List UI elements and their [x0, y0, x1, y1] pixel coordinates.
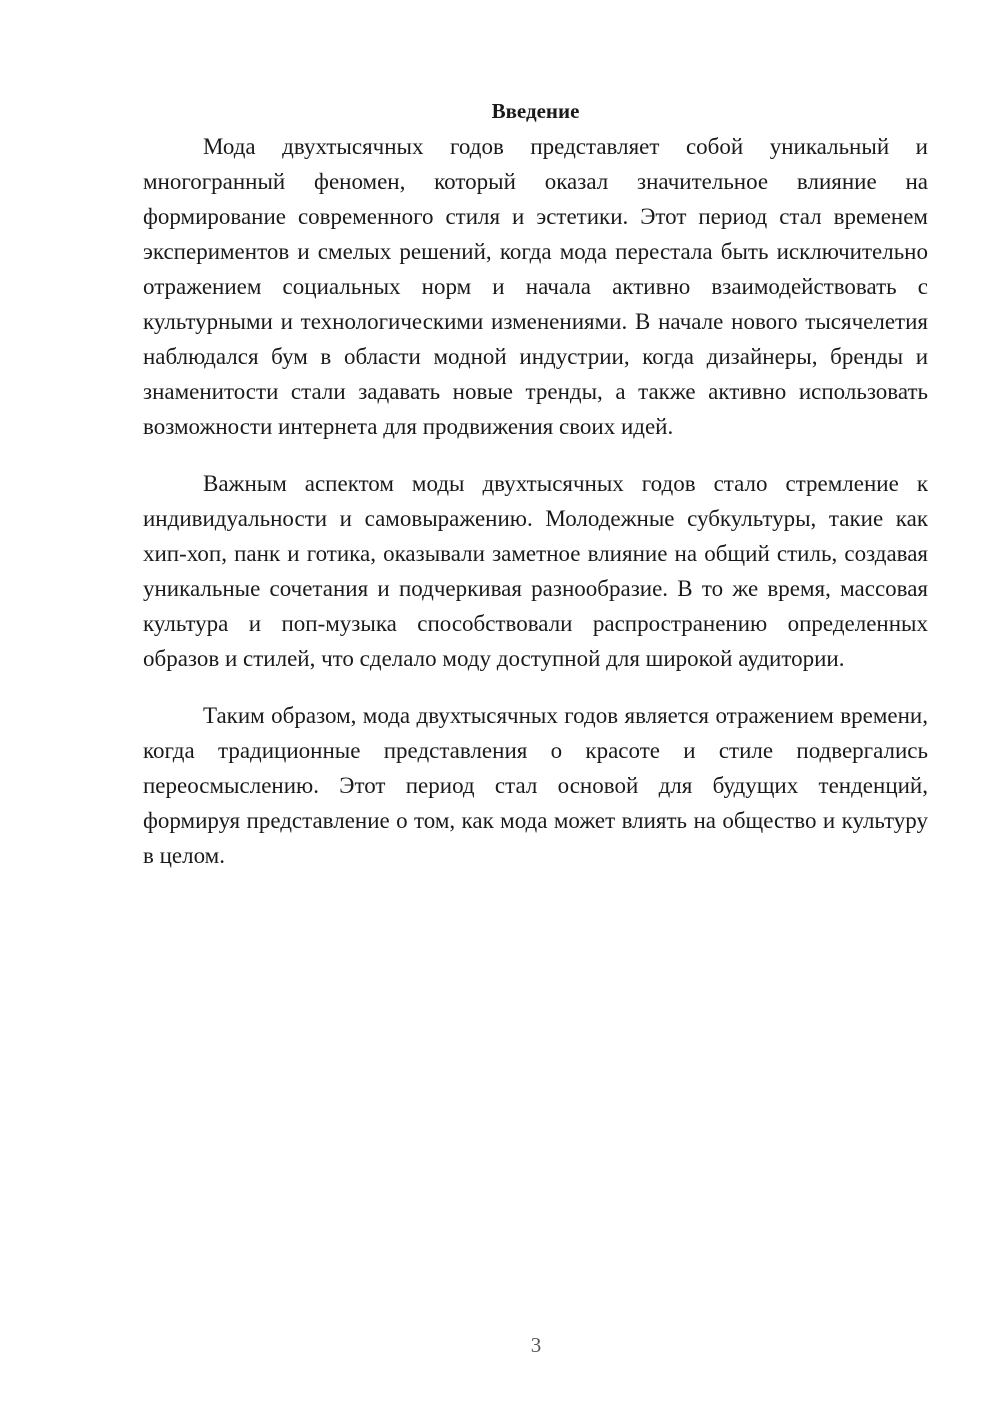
paragraph-1: Мода двухтысячных годов представляет собой уникальный и многогранный феномен, который оказал значительное влияние на формирование современного стиля и эстетики. Этот период стал временем экспериментов и смелых решений, когда мода перестала быть исключительно отражением социальных норм и начала активно взаимодействовать с культурными и технологическими изменениями. В начале нового тысячелетия наблюдался бум в области модной индустрии, когда дизайнеры, бренды и знаменитости стали задавать новые тренды, а также активно использовать возможности интернета для продвижения своих идей. [143, 134, 928, 439]
page-number: 3 [530, 1333, 542, 1357]
page-content [143, 94, 928, 895]
paragraph-2: Важным аспектом моды двухтысячных годов стало стремление к индивидуальности и самовыражению. Молодежные субкультуры, такие как хип-хоп, панк и готика, оказывали заметное влияние на общий стиль, создавая уникальные сочетания и подчеркивая разнообразие. В то же время, массовая культура и поп-музыка способствовали распространению определенных образов и стилей, что сделало моду доступной для широкой аудитории. [143, 471, 928, 671]
section-title: Введение [491, 99, 580, 123]
paragraph-3: Таким образом, мода двухтысячных годов является отражением времени, когда традиционные представления о красоте и стиле подвергались переосмыслению. Этот период стал основой для будущих тенденций, формируя представление о том, как мода может влиять на общество и культуру в целом. [143, 703, 928, 868]
